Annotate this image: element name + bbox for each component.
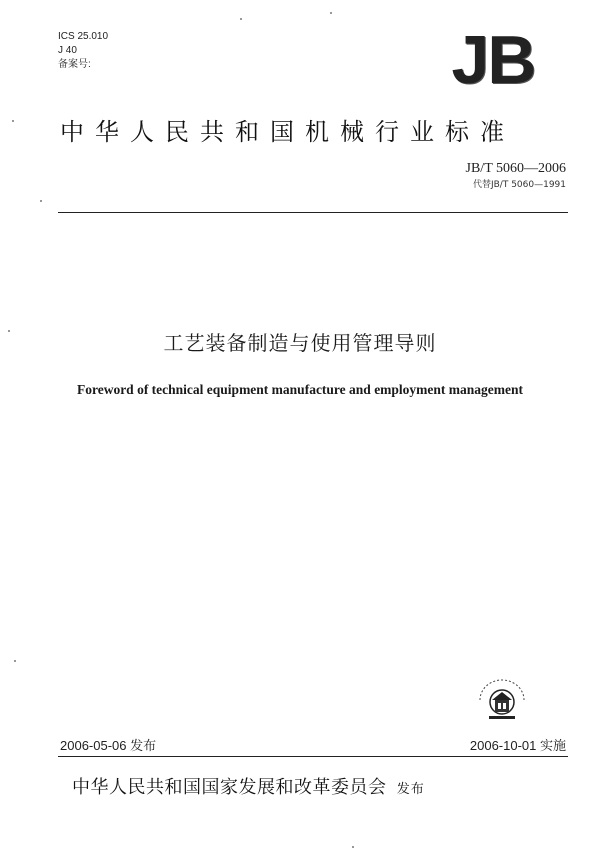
issuer-action: 发布 bbox=[396, 782, 425, 797]
scan-speck bbox=[14, 660, 16, 662]
scan-speck bbox=[40, 200, 42, 202]
scan-speck bbox=[330, 12, 332, 14]
scan-speck bbox=[240, 18, 242, 20]
scan-speck bbox=[12, 120, 14, 122]
document-title-chinese: 工艺装备制造与使用管理导则 bbox=[163, 331, 437, 355]
ics-code: ICS 25.010 bbox=[58, 31, 109, 42]
standard-category-title: 中华人民共和国机械行业标准 bbox=[60, 118, 515, 146]
scan-speck bbox=[352, 846, 354, 848]
bottom-divider bbox=[58, 756, 568, 757]
replaced-standard-code: 代替JB/T 5060—1991 bbox=[472, 180, 566, 190]
top-divider bbox=[58, 212, 568, 213]
issuer-name: 中华人民共和国国家发展和改革委员会 bbox=[72, 777, 387, 798]
scan-speck bbox=[8, 330, 10, 332]
standard-code: JB/T 5060—2006 bbox=[465, 161, 566, 176]
publication-date: 2006-05-06 发布 bbox=[60, 738, 157, 753]
classification-block bbox=[58, 30, 108, 72]
ccs-code: J 40 bbox=[58, 45, 77, 56]
issuing-authority bbox=[72, 776, 572, 802]
implementation-date: 2006-10-01 实施 bbox=[469, 738, 566, 753]
jb-logo: JB bbox=[451, 22, 535, 98]
document-title-english: Foreword of technical equipment manufacture and employment management bbox=[76, 382, 524, 397]
filing-number-label: 备案号: bbox=[58, 59, 91, 70]
issuer-seal-icon bbox=[474, 678, 530, 724]
